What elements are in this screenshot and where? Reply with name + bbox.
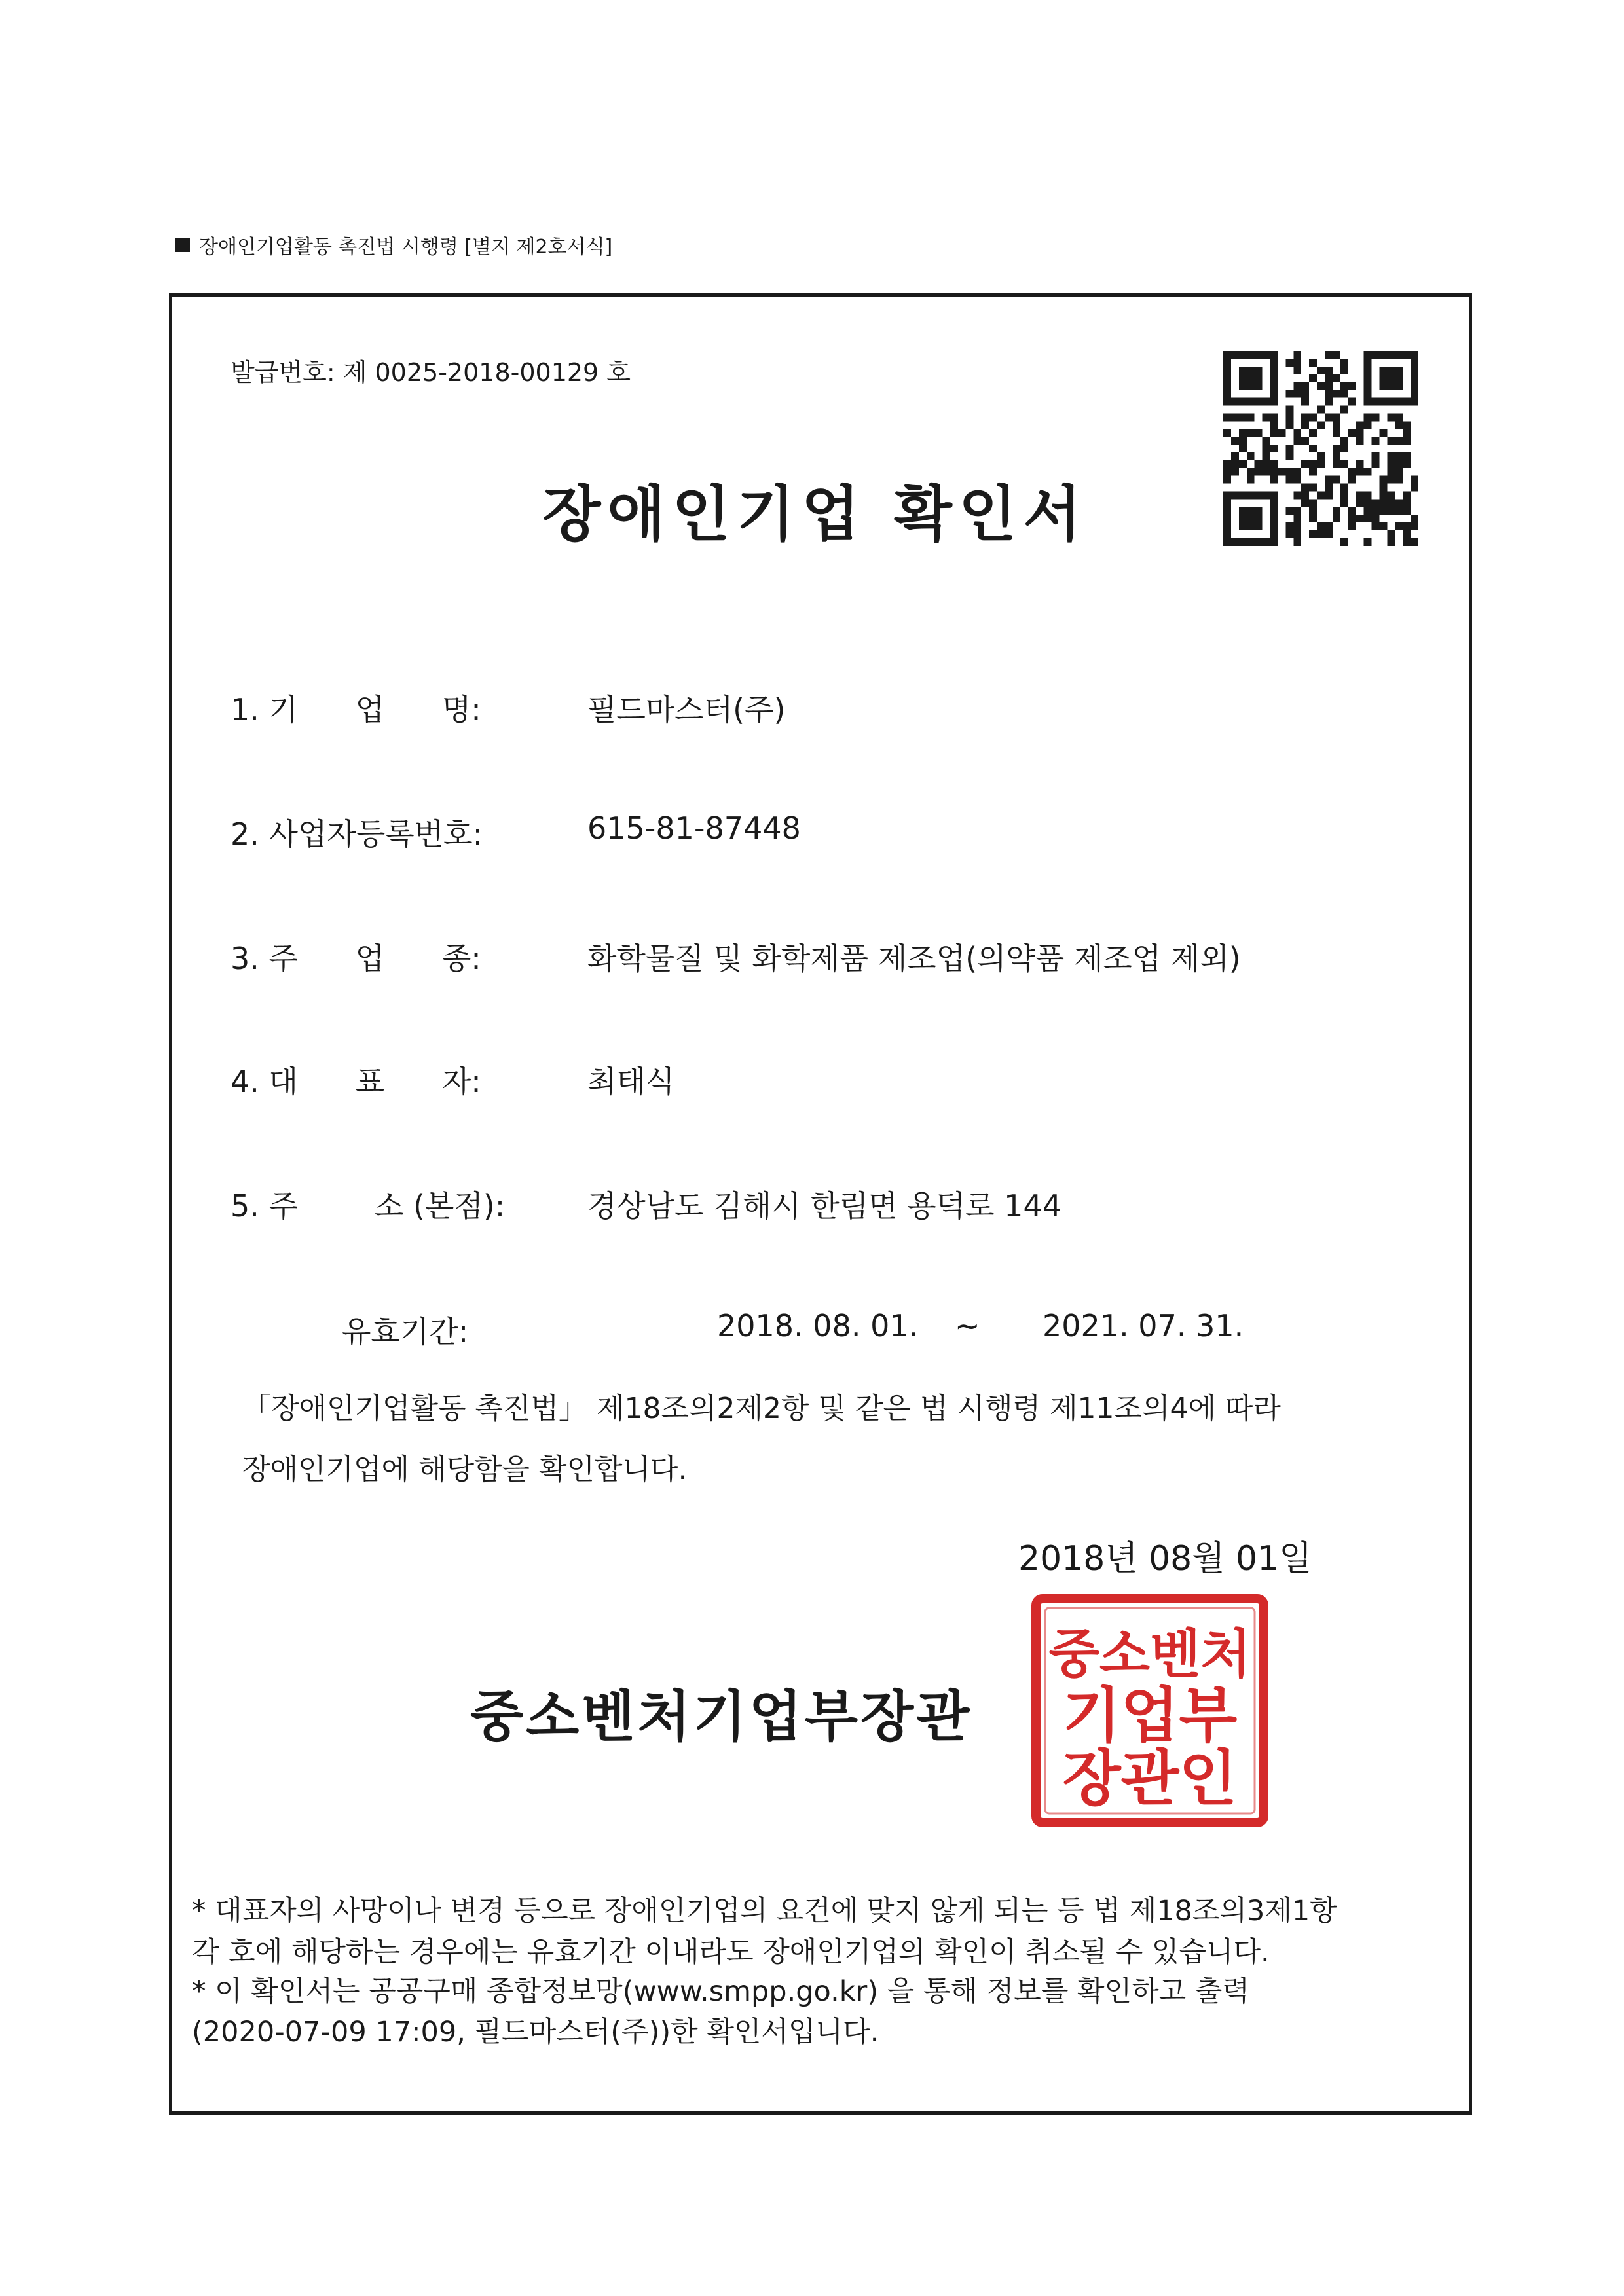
field-value: 최태식 <box>587 1064 675 1099</box>
field-label: 5. 주 소 (본점): <box>231 1188 506 1224</box>
form-reference <box>175 230 612 259</box>
validity-label: 유효기간: <box>342 1314 469 1349</box>
seal-text-line: 장관인 <box>1062 1743 1238 1813</box>
field-value: 화학물질 및 화학제품 제조업(의약품 제조업 제외) <box>587 941 1241 976</box>
validity-separator: ~ <box>955 1308 980 1343</box>
official-seal <box>1029 1592 1270 1829</box>
form-reference-text: 장애인기업활동 촉진법 시행령 [별지 제2호서식] <box>199 236 613 259</box>
issue-date: 2018년 08월 01일 <box>1018 1539 1312 1578</box>
field-value: 경상남도 김해시 한림면 용덕로 144 <box>587 1188 1061 1224</box>
seal-text-line: 기업부 <box>1062 1681 1238 1751</box>
note-line: * 대표자의 사망이나 변경 등으로 장애인기업의 요건에 맞지 않게 되는 등 법 제18조의3제1항 <box>192 1895 1337 1927</box>
validity-start: 2018. 08. 01. <box>717 1308 919 1343</box>
black-square-bullet-icon <box>175 238 190 252</box>
issuer-title: 중소벤처기업부장관 <box>470 1685 972 1749</box>
statement-line: 「장애인기업활동 촉진법」 제18조의2제2항 및 같은 법 시행령 제11조의4에 따라 <box>242 1392 1281 1425</box>
note-line: (2020-07-09 17:09, 필드마스터(주))한 확인서입니다. <box>192 2016 879 2049</box>
validity-end: 2021. 07. 31. <box>1043 1308 1244 1343</box>
field-label: 4. 대 표 자: <box>231 1064 481 1099</box>
field-value: 615-81-87448 <box>587 811 801 846</box>
field-value: 필드마스터(주) <box>587 692 786 727</box>
field-label: 2. 사업자등록번호: <box>231 816 483 852</box>
statement-line: 장애인기업에 해당함을 확인합니다. <box>242 1453 688 1486</box>
note-line: * 이 확인서는 공공구매 종합정보망(www.smpp.go.kr) 을 통해 정보를 확인하고 출력 <box>192 1975 1249 2008</box>
document-title: 장애인기업 확인서 <box>542 479 1088 549</box>
issue-number: 발급번호: 제 0025-2018-00129 호 <box>231 358 631 387</box>
field-label: 1. 기 업 명: <box>231 692 481 727</box>
note-line: 각 호에 해당하는 경우에는 유효기간 이내라도 장애인기업의 확인이 취소될 수 있습니다. <box>192 1936 1270 1969</box>
seal-text-line: 중소벤처 <box>1048 1624 1251 1685</box>
field-label: 3. 주 업 종: <box>231 941 481 976</box>
